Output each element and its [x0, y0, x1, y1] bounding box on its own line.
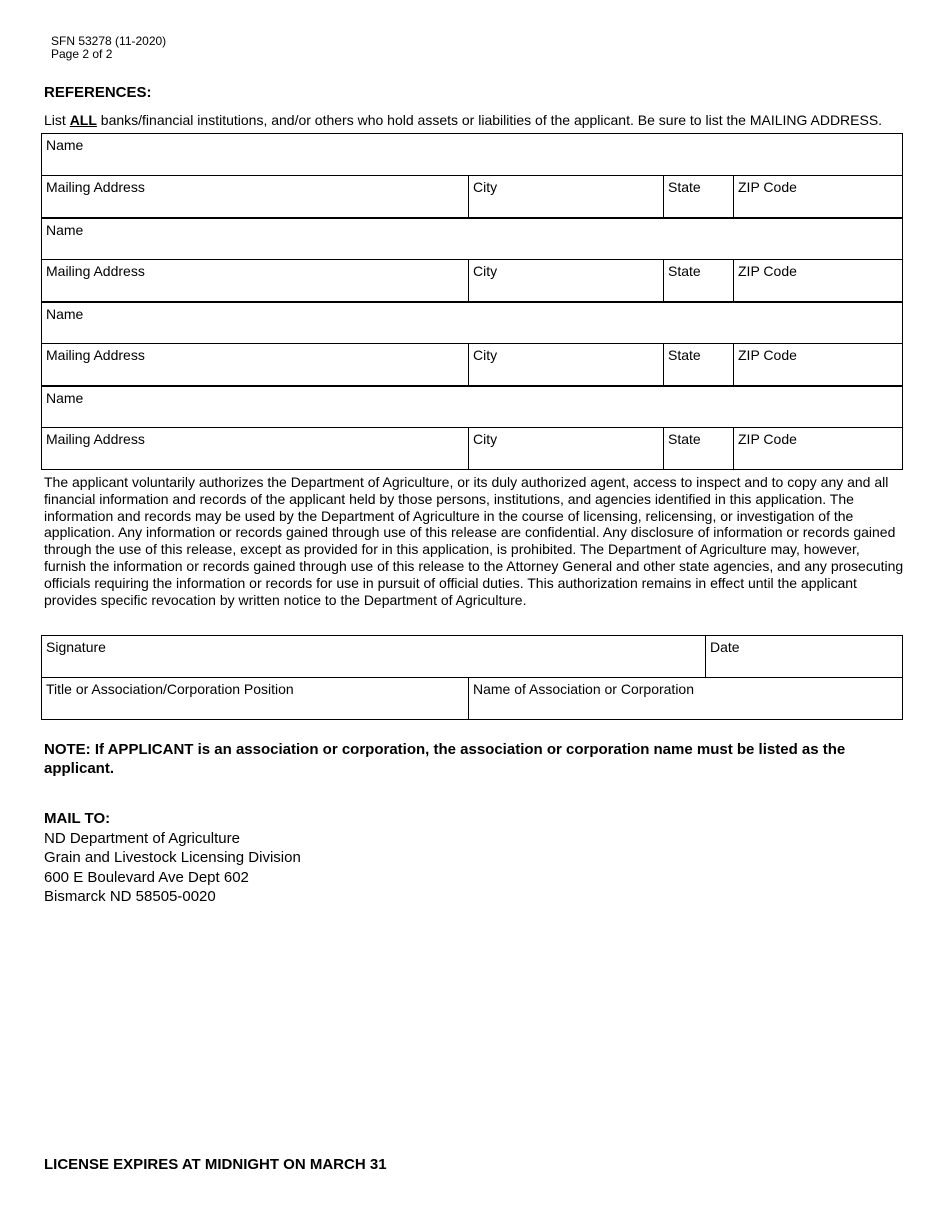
mail-to-line-4: Bismarck ND 58505-0020: [44, 888, 216, 905]
mail-to-title: MAIL TO:: [44, 810, 111, 827]
reference-2-city-field[interactable]: [469, 260, 664, 302]
reference-2-name-row: [42, 218, 903, 260]
reference-4-name-field[interactable]: [42, 386, 903, 428]
date-label: Date: [710, 639, 740, 655]
reference-2-zip-field[interactable]: [734, 260, 903, 302]
mail-to-line-1: ND Department of Agriculture: [44, 829, 240, 847]
signature-field[interactable]: [42, 636, 706, 678]
reference-1-name-row: [42, 134, 903, 176]
city-label: City: [473, 431, 498, 447]
city-label: City: [473, 263, 498, 279]
mail-to-line-2: Grain and Livestock Licensing Division: [44, 849, 301, 866]
reference-2-name-field[interactable]: [42, 218, 903, 260]
name-label: Name: [46, 389, 84, 406]
mailing-address-label: Mailing Address: [46, 179, 145, 195]
reference-3-address-row: [42, 344, 903, 386]
title-position-field[interactable]: [42, 678, 469, 720]
mail-to-block: [44, 809, 301, 907]
zip-label: ZIP Code: [738, 431, 797, 447]
signature-row: [42, 636, 903, 678]
signature-label: Signature: [46, 639, 106, 655]
signature-table: [41, 635, 903, 720]
name-label: Name: [46, 137, 84, 153]
reference-1-mailing-address-field[interactable]: [42, 176, 469, 218]
reference-2-mailing-address-field[interactable]: [42, 260, 469, 302]
association-name-field[interactable]: [469, 678, 903, 720]
reference-4-mailing-address-field[interactable]: [42, 428, 469, 470]
intro-text-start: List: [44, 112, 70, 128]
reference-3-zip-field[interactable]: [734, 344, 903, 386]
intro-emphasis: ALL: [69, 112, 97, 128]
references-intro: [44, 112, 882, 128]
reference-4-zip-field[interactable]: [734, 428, 903, 470]
city-label: City: [473, 347, 498, 363]
license-expiration-notice: LICENSE EXPIRES AT MIDNIGHT ON MARCH 31: [44, 1156, 387, 1173]
zip-label: ZIP Code: [738, 179, 797, 195]
references-table: [41, 133, 903, 470]
reference-1-name-field[interactable]: [42, 134, 903, 176]
reference-3-mailing-address-field[interactable]: [42, 344, 469, 386]
reference-4-address-row: [42, 428, 903, 470]
reference-1-city-field[interactable]: [469, 176, 664, 218]
authorization-paragraph: The applicant voluntarily authorizes the Department of Agriculture, or its duly authorized agent, access to inspect and to copy any and all financial information and records of the applicant held by those persons, institutions, and agencies identified in this application. The information and records may be used by the Department of Agriculture in the course of licensing, relicensing, or investigation of the application. Any information or records gained through use of this release are confidential. Any disclosure of information or records gained through the use of this release, except as provided for in this application, is prohibited. The Department of Agriculture may, however, furnish the information or records gained through use of this release to the Attorney General and other state agencies, and any prosecuting officials requiring the information or records for use in pursuit of official duties. This authorization remains in effect until the applicant provides specific revocation by written notice to the Department of Agriculture.: [44, 474, 904, 608]
form-header: [51, 35, 166, 61]
form-number: SFN 53278 (11-2020): [51, 34, 167, 48]
reference-1-state-field[interactable]: [664, 176, 734, 218]
reference-1-zip-field[interactable]: [734, 176, 903, 218]
reference-3-city-field[interactable]: [469, 344, 664, 386]
name-label: Name: [46, 305, 84, 322]
intro-text-end: banks/financial institutions, and/or others who hold assets or liabilities of the applicant. Be sure to list the MAILING ADDRESS.: [96, 112, 883, 128]
reference-4-state-field[interactable]: [664, 428, 734, 470]
reference-1-address-row: [42, 176, 903, 218]
reference-3-name-field[interactable]: [42, 302, 903, 344]
zip-label: ZIP Code: [738, 347, 797, 363]
date-field[interactable]: [706, 636, 903, 678]
name-label: Name: [46, 221, 84, 238]
reference-2-address-row: [42, 260, 903, 302]
reference-3-name-row: [42, 302, 903, 344]
state-label: State: [668, 179, 701, 195]
state-label: State: [668, 263, 701, 279]
mail-to-line-3: 600 E Boulevard Ave Dept 602: [44, 868, 249, 886]
zip-label: ZIP Code: [738, 263, 797, 279]
association-name-label: Name of Association or Corporation: [473, 681, 694, 697]
title-position-label: Title or Association/Corporation Position: [46, 681, 294, 697]
reference-3-state-field[interactable]: [664, 344, 734, 386]
state-label: State: [668, 347, 701, 363]
mailing-address-label: Mailing Address: [46, 347, 145, 363]
state-label: State: [668, 431, 701, 447]
reference-4-city-field[interactable]: [469, 428, 664, 470]
reference-2-state-field[interactable]: [664, 260, 734, 302]
mailing-address-label: Mailing Address: [46, 431, 145, 447]
mailing-address-label: Mailing Address: [46, 263, 145, 279]
city-label: City: [473, 179, 498, 195]
applicant-note: NOTE: If APPLICANT is an association or corporation, the association or corporation name must be listed as the applicant.: [44, 741, 846, 777]
position-row: [42, 678, 903, 720]
page-number: Page 2 of 2: [51, 47, 113, 61]
reference-4-name-row: [42, 386, 903, 428]
references-title: REFERENCES:: [44, 84, 152, 101]
